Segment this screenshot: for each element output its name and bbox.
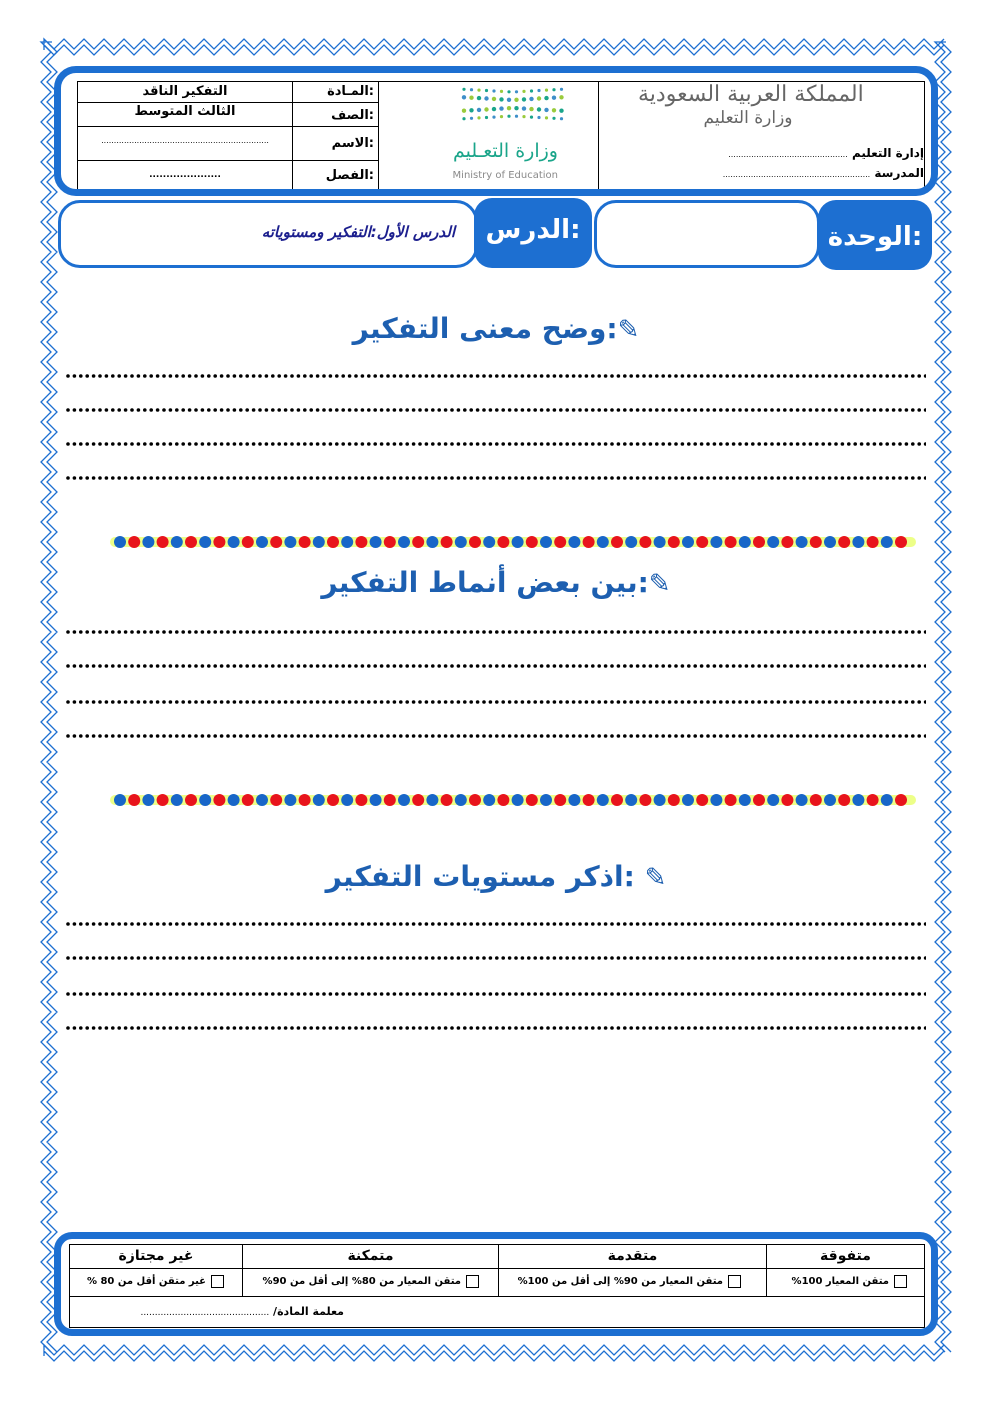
rubric-level-title: متقدمة: [607, 1248, 658, 1264]
kingdom-calligraphy: المملكة العربية السعودية: [638, 82, 864, 107]
answer-line[interactable]: [66, 698, 926, 706]
checkbox[interactable]: [211, 1275, 224, 1288]
admin-label: إدارة التعليم: [851, 146, 924, 160]
rubric-criterion: متقن المعيار من 80% إلى أقل من 90%: [262, 1276, 461, 1287]
question-1-title: [0, 312, 992, 345]
teacher-label: معلمة المادة/: [273, 1305, 344, 1318]
rubric-option: [767, 1269, 907, 1295]
answer-line[interactable]: [66, 1024, 926, 1032]
question-2-title: [0, 566, 992, 599]
question-1-text: وضح معنى التفكير:: [352, 312, 618, 345]
question-3-text: اذكر مستويات التفكير:: [325, 860, 635, 893]
answer-line[interactable]: [66, 474, 926, 482]
ministry-name-arabic: وزارة التعـليم: [452, 140, 558, 162]
dotted-separator: [110, 534, 916, 550]
rubric-criterion: متقن المعيار 100%: [791, 1276, 889, 1287]
rubric-level-title: متفوقة: [820, 1248, 871, 1264]
rubric-option: [499, 1269, 741, 1295]
rubric-criterion: غير متقن أقل من 80 %: [86, 1276, 206, 1287]
admin-line: [634, 146, 924, 160]
ministry-logo-icon: [458, 86, 568, 132]
rubric-level-title: غير مجتازة: [118, 1248, 194, 1264]
answer-line[interactable]: [66, 920, 926, 928]
rubric-table: [69, 1244, 925, 1328]
rubric-option: [243, 1269, 479, 1295]
question-3-title: [0, 860, 992, 893]
lesson-value-box: [58, 200, 478, 268]
checkbox[interactable]: [466, 1275, 479, 1288]
unit-label: الوحدة:: [818, 200, 932, 270]
rubric-level-title: متمكنة: [347, 1248, 394, 1264]
answer-line[interactable]: [66, 628, 926, 636]
checkbox[interactable]: [894, 1275, 907, 1288]
admin-field[interactable]: ...............................................: [728, 150, 848, 159]
unit-value-box[interactable]: [594, 200, 820, 268]
question-2-text: بين بعض أنماط التفكير:: [321, 566, 649, 599]
rubric-box: [54, 1232, 938, 1336]
rubric-criterion: متقن المعيار من 90% إلى أقل من 100%: [517, 1276, 723, 1287]
school-line: [634, 166, 924, 180]
name-field[interactable]: ..................................................................: [101, 136, 269, 145]
class-field[interactable]: .....................: [149, 170, 221, 180]
header-table: [77, 81, 925, 193]
school-label: المدرسة: [874, 166, 924, 180]
ministry-calligraphy: وزارة التعليم: [703, 108, 793, 128]
pencil-icon: ✎: [648, 569, 671, 599]
answer-line[interactable]: [66, 732, 926, 740]
lesson-value: الدرس الأول:التفكير ومستوياته: [261, 223, 455, 241]
header-box: [54, 66, 938, 196]
pencil-icon: ✎: [617, 315, 640, 345]
grade-label: الصف:: [331, 108, 374, 123]
rubric-option: [70, 1269, 224, 1295]
dotted-separator: [110, 792, 916, 808]
ministry-name-english: Ministry of Education: [452, 170, 558, 181]
teacher-field[interactable]: .............................................: [140, 1308, 270, 1318]
answer-line[interactable]: [66, 372, 926, 380]
subject-value: التفكير الناقد: [142, 84, 228, 99]
checkbox[interactable]: [728, 1275, 741, 1288]
school-field[interactable]: ..........................................................: [722, 170, 871, 179]
answer-line[interactable]: [66, 406, 926, 414]
answer-line[interactable]: [66, 662, 926, 670]
answer-line[interactable]: [66, 440, 926, 448]
pencil-icon: ✎: [644, 863, 667, 893]
class-label: الفصل:: [325, 168, 374, 183]
lesson-label: الدرس:: [474, 198, 592, 268]
name-label: الاسم:: [331, 136, 374, 151]
teacher-line: [70, 1299, 344, 1325]
answer-line[interactable]: [66, 990, 926, 998]
subject-label: المـادة:: [327, 84, 374, 99]
answer-line[interactable]: [66, 954, 926, 962]
grade-value: الثالث المتوسط: [134, 104, 236, 119]
